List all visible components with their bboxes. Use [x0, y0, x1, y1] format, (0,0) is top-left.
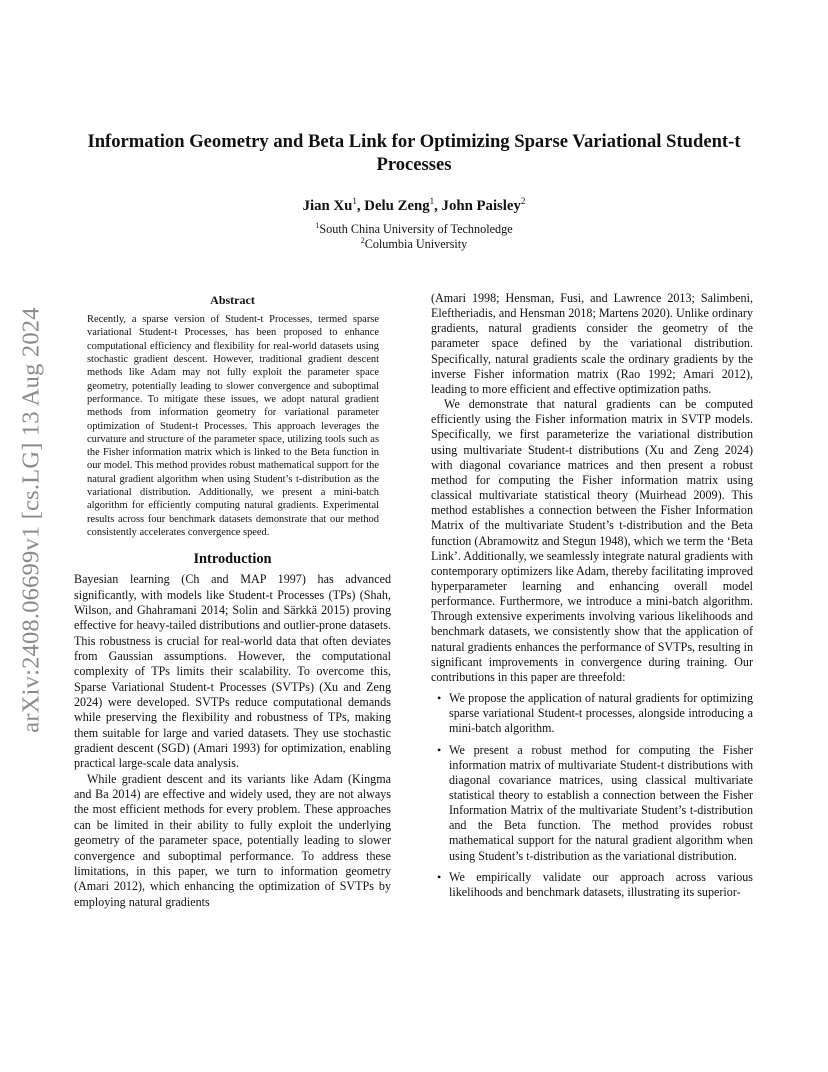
bullet-icon: •: [437, 869, 442, 884]
list-item: [431, 691, 753, 736]
abstract-heading: Abstract: [210, 293, 255, 307]
author-separator: ,: [356, 198, 365, 214]
author-name: John Paisley: [441, 198, 521, 214]
affiliation-mark: 1: [315, 221, 320, 230]
contributions-list: [431, 691, 753, 900]
paper-title: Information Geometry and Beta Link for Optimizing Sparse Variational Student-t Processes: [87, 131, 741, 175]
arxiv-identifier-stamp: [14, 285, 50, 755]
affiliation-mark: 1: [352, 196, 357, 206]
bullet-icon: •: [437, 742, 442, 757]
body-paragraph: Bayesian learning (Ch and MAP 1997) has advanced significantly, with models like Student-t Processes (TPs) (Shah, Wilson, and Ghahramani 2014; Solin and Särkkä 2015) proving effective for heavy-tailed distributions and outlier-prone datasets. This robustness is crucial for real-world data that often deviates from Gaussian assumptions. However, the computational complexity of TPs limits their scalability. To overcome this, Sparse Variational Student-t Processes (SVTPs) (Xu and Zeng 2024) were developed. SVTPs reduce computational demands while preserving the flexibility and robustness of TPs, making them suitable for large and varied datasets. They use stochastic gradient descent (SGD) (Amari 1993) for optimization, enabling practical large-scale data analysis.: [74, 572, 391, 771]
affiliation-name: South China University of Technoledge: [319, 222, 513, 236]
contribution-text: We empirically validate our approach across various likelihoods and benchmark datasets, illustrating its superior-: [449, 869, 753, 899]
affiliation-mark: 1: [429, 196, 435, 206]
author-name: Delu Zeng: [364, 198, 430, 214]
affiliation-mark: 2: [520, 196, 526, 206]
body-paragraph: We demonstrate that natural gradients can be computed efficiently using the Fisher information matrix in SVTP models. Specifically, we first parameterize the variational distribution using multivariate Student-t distributions (Xu and Zeng 2024) with diagonal covariance matrices and then present a robust method for computing the Fisher information matrix using classical multivariate statistical theory (Muirhead 2009). This method establishes a connection between the Fisher Information Matrix of the multivariate Student’s t-distribution and the Beta function (Abramowitz and Stegun 1948), which we term the ‘Beta Link’. Additionally, we seamlessly integrate natural gradients with contemporary optimizers like Adam, thereby facilitating improved hyperparameter learning and enhancing overall model performance. Furthermore, we introduce a mini-batch algorithm. Through extensive experiments involving various likelihoods and benchmark datasets, we consistently show that the application of natural gradients enhances the performance of SVTPs, resulting in significant improvements in convergence during training. Our contributions in this paper are threefold:: [431, 397, 753, 684]
affiliation-line: [60, 233, 768, 252]
contribution-text: We present a robust method for computing the Fisher information matrix of multivariate Student-t distributions with diagonal covariance matrices, using classical multivariate statistical theory to establish a connection between the Fisher Information Matrix of the multivariate Student’s t-distribution and the Beta function. The method provides robust mathematical support for the natural gradient algorithm when using Student’s t-distribution as the variational distribution.: [449, 742, 753, 863]
right-column: [431, 291, 753, 906]
affiliation-name: Columbia University: [364, 237, 468, 251]
author-name: Jian Xu: [302, 198, 353, 214]
introduction-heading: Introduction: [193, 551, 272, 568]
author-list: [60, 192, 768, 215]
bullet-icon: •: [437, 691, 442, 706]
author-separator: ,: [434, 198, 442, 214]
body-paragraph: While gradient descent and its variants like Adam (Kingma and Ba 2014) are effective and widely used, they are not always the most efficient methods for every problem. These approaches can be limited in their ability to fully exploit the underlying geometry of the parameter space, potentially leading to slower convergence and suboptimal performance. To address these limitations, in this paper, we turn to information geometry (Amari 2012), which enhancing the optimization of SVTPs by employing natural gradients: [74, 771, 391, 909]
affiliation-mark: 2: [360, 236, 365, 245]
body-paragraph: (Amari 1998; Hensman, Fusi, and Lawrence 2013; Salimbeni, Eleftheriadis, and Hensman 2018; Martens 2020). Unlike ordinary gradients, natural gradients consider the geometry of the parameter space defined by the variational distribution. Specifically, natural gradients scale the ordinary gradients by the inverse Fisher information matrix (Rao 1992; Amari 2012), leading to more efficient and effective optimization paths.: [431, 291, 753, 396]
list-item: [431, 743, 753, 864]
arxiv-identifier-text: arXiv:2408.06699v1 [cs.LG] 13 Aug 2024: [18, 307, 46, 733]
left-column: [74, 293, 391, 910]
contribution-text: We propose the application of natural gradients for optimizing sparse variational Student-t processes, alongside introducing a mini-batch algorithm.: [449, 691, 753, 736]
list-item: [431, 870, 753, 900]
abstract-text: Recently, a sparse version of Student-t Processes, termed sparse variational Student-t Processes, has been proposed to enhance computational efficiency and flexibility for real-world datasets using stochastic gradient descent. However, traditional gradient descent methods like Adam may not fully exploit the parameter space geometry, potentially leading to slower convergence and suboptimal performance. To mitigate these issues, we adopt natural gradient methods from information geometry for variational parameter optimization of Student-t Processes. This approach leverages the curvature and structure of the parameter space, utilizing tools such as the Fisher information matrix which is linked to the Beta function in our model. This method provides robust mathematical support for the natural gradient algorithm when using Student’s t-distribution as the variational distribution. Additionally, we present a mini-batch algorithm for efficiently computing natural gradients. Experimental results across four benchmark datasets demonstrate that our method consistently accelerates convergence speed.: [87, 314, 379, 538]
